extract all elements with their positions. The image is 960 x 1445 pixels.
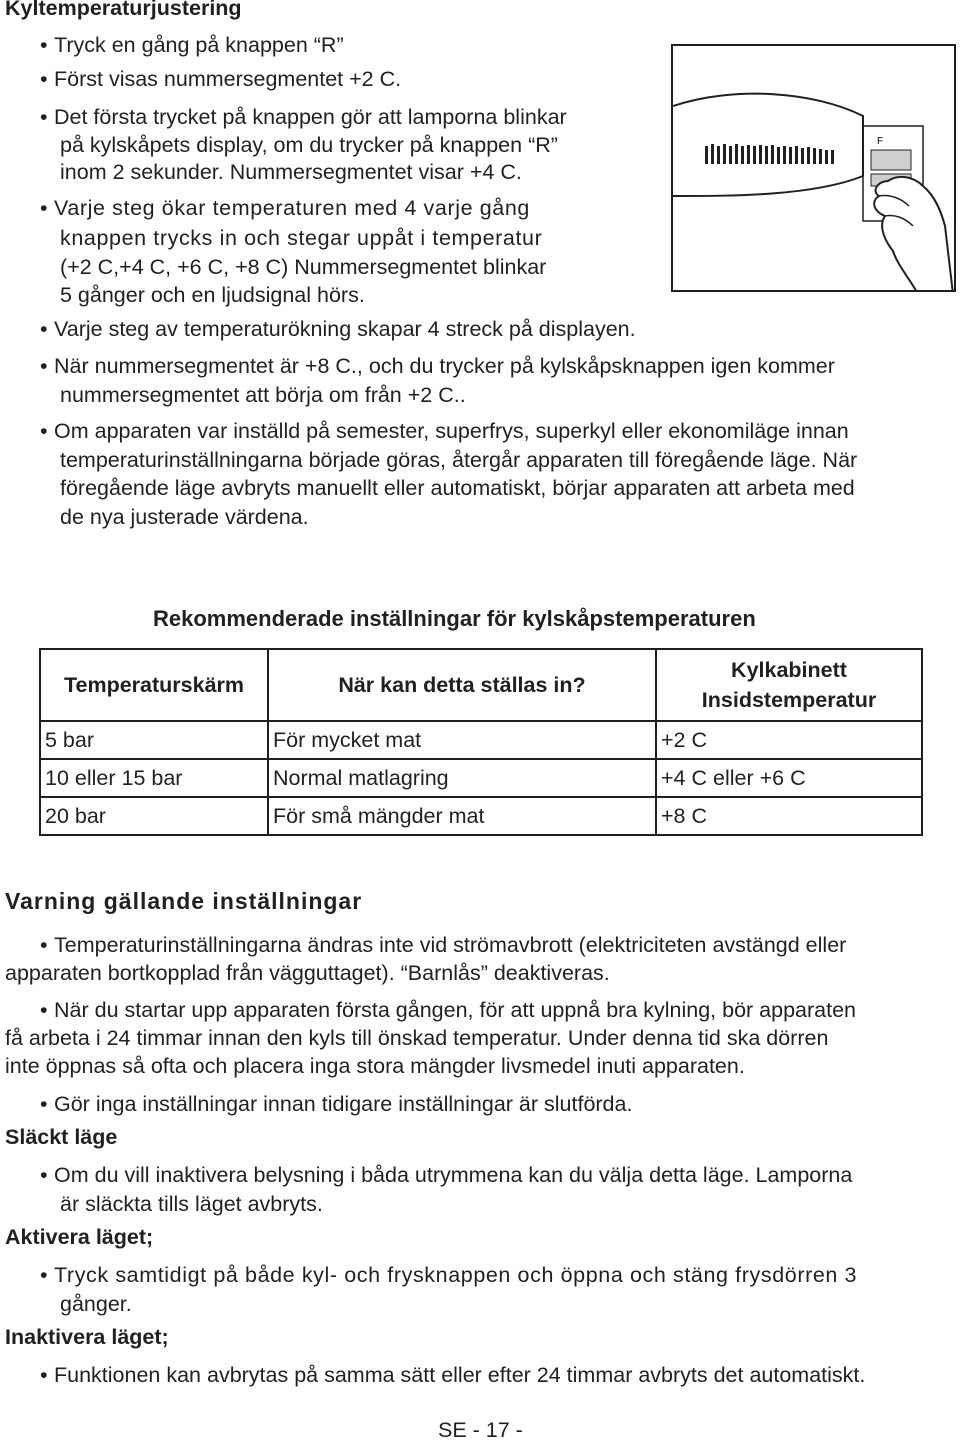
- table-cell: +2 C: [656, 721, 922, 759]
- section-heading-temperature-adjustment: Kyltemperaturjustering: [5, 0, 242, 20]
- table-row: [40, 797, 922, 835]
- table-cell: För små mängder mat: [268, 797, 656, 835]
- bullet-line: • Om apparaten var inställd på semester, superfrys, superkyl eller ekonomiläge innan: [40, 419, 849, 443]
- table-header-cell: Temperaturskärm: [40, 649, 268, 721]
- text-line: temperaturinställningarna började göras, återgår apparaten till föregående läge. När: [60, 448, 858, 472]
- text-line: (+2 C,+4 C, +6 C, +8 C) Nummersegmentet blinkar: [60, 255, 547, 279]
- text-line: nummersegmentet att börja om från +2 C..: [60, 383, 466, 407]
- table-cell: +8 C: [656, 797, 922, 835]
- bullet-line: • Temperaturinställningarna ändras inte vid strömavbrott (elektriciteten avstängd eller: [40, 933, 847, 957]
- text-line: knappen trycks in och stegar uppåt i temperatur: [60, 226, 543, 250]
- table-cell: 10 eller 15 bar: [40, 759, 268, 797]
- table-row: [40, 721, 922, 759]
- text-line: de nya justerade värdena.: [60, 505, 309, 529]
- text-line: inte öppnas så ofta och placera inga stora mängder livsmedel inuti apparaten.: [5, 1054, 745, 1078]
- text-line: på kylskåpets display, om du trycker på knappen “R”: [60, 133, 558, 157]
- page-number: SE - 17 -: [438, 1418, 523, 1442]
- table-cell: +4 C eller +6 C: [656, 759, 922, 797]
- table-header-cell: Kylkabinett Insidstemperatur: [656, 649, 922, 721]
- table-header-cell: När kan detta ställas in?: [268, 649, 656, 721]
- text-line: 5 gånger och en ljudsignal hörs.: [60, 283, 365, 307]
- bullet-line: • Det första trycket på knappen gör att lamporna blinkar: [40, 105, 567, 129]
- bullet-line: • Varje steg av temperaturökning skapar 4 streck på displayen.: [40, 317, 636, 341]
- table-header-row: [40, 649, 922, 721]
- bullet-line: • Tryck en gång på knappen “R”: [40, 33, 344, 57]
- bullet-line: • När du startar upp apparaten första gången, för att uppnå bra kylning, bör apparaten: [40, 998, 856, 1022]
- section-heading-warning: Varning gällande inställningar: [5, 888, 363, 914]
- bullet-line: • Först visas nummersegmentet +2 C.: [40, 67, 402, 91]
- section-heading-activate: Aktivera läget;: [5, 1225, 154, 1249]
- table-cell: Normal matlagring: [268, 759, 656, 797]
- bullet-line: • Funktionen kan avbrytas på samma sätt eller efter 24 timmar avbryts det automatiskt.: [40, 1363, 866, 1387]
- bullet-line: • Varje steg ökar temperaturen med 4 varje gång: [40, 196, 530, 220]
- bullet-line: • Om du vill inaktivera belysning i båda utrymmena kan du välja detta läge. Lamporna: [40, 1163, 853, 1187]
- fridge-control-panel-illustration: [671, 44, 956, 292]
- recommended-settings-table: [39, 648, 923, 836]
- table-cell: 20 bar: [40, 797, 268, 835]
- section-heading-lights-off: Släckt läge: [5, 1125, 118, 1149]
- bullet-line: • När nummersegmentet är +8 C., och du trycker på kylskåpsknappen igen kommer: [40, 354, 835, 378]
- bullet-line: • Tryck samtidigt på både kyl- och frysknappen och öppna och stäng frysdörren 3: [40, 1263, 858, 1287]
- text-line: föregående läge avbryts manuellt eller automatiskt, börjar apparaten att arbeta med: [60, 476, 855, 500]
- hand-pressing-button-icon: [673, 46, 956, 292]
- text-line: inom 2 sekunder. Nummersegmentet visar +4 C.: [60, 160, 522, 184]
- text-line: är släckta tills läget avbryts.: [60, 1192, 323, 1216]
- table-row: [40, 759, 922, 797]
- text-line: få arbeta i 24 timmar innan den kyls till önskad temperatur. Under denna tid ska dörren: [5, 1026, 829, 1050]
- text-line: gånger.: [60, 1292, 132, 1316]
- table-title: Rekommenderade inställningar för kylskåpstemperaturen: [153, 606, 756, 631]
- section-heading-deactivate: Inaktivera läget;: [5, 1325, 169, 1349]
- text-line: apparaten bortkopplad från vägguttaget). “Barnlås” deaktiveras.: [5, 961, 610, 985]
- svg-text:F: F: [877, 136, 884, 147]
- bullet-line: • Gör inga inställningar innan tidigare inställningar är slutförda.: [40, 1092, 633, 1116]
- table-cell: För mycket mat: [268, 721, 656, 759]
- table-cell: 5 bar: [40, 721, 268, 759]
